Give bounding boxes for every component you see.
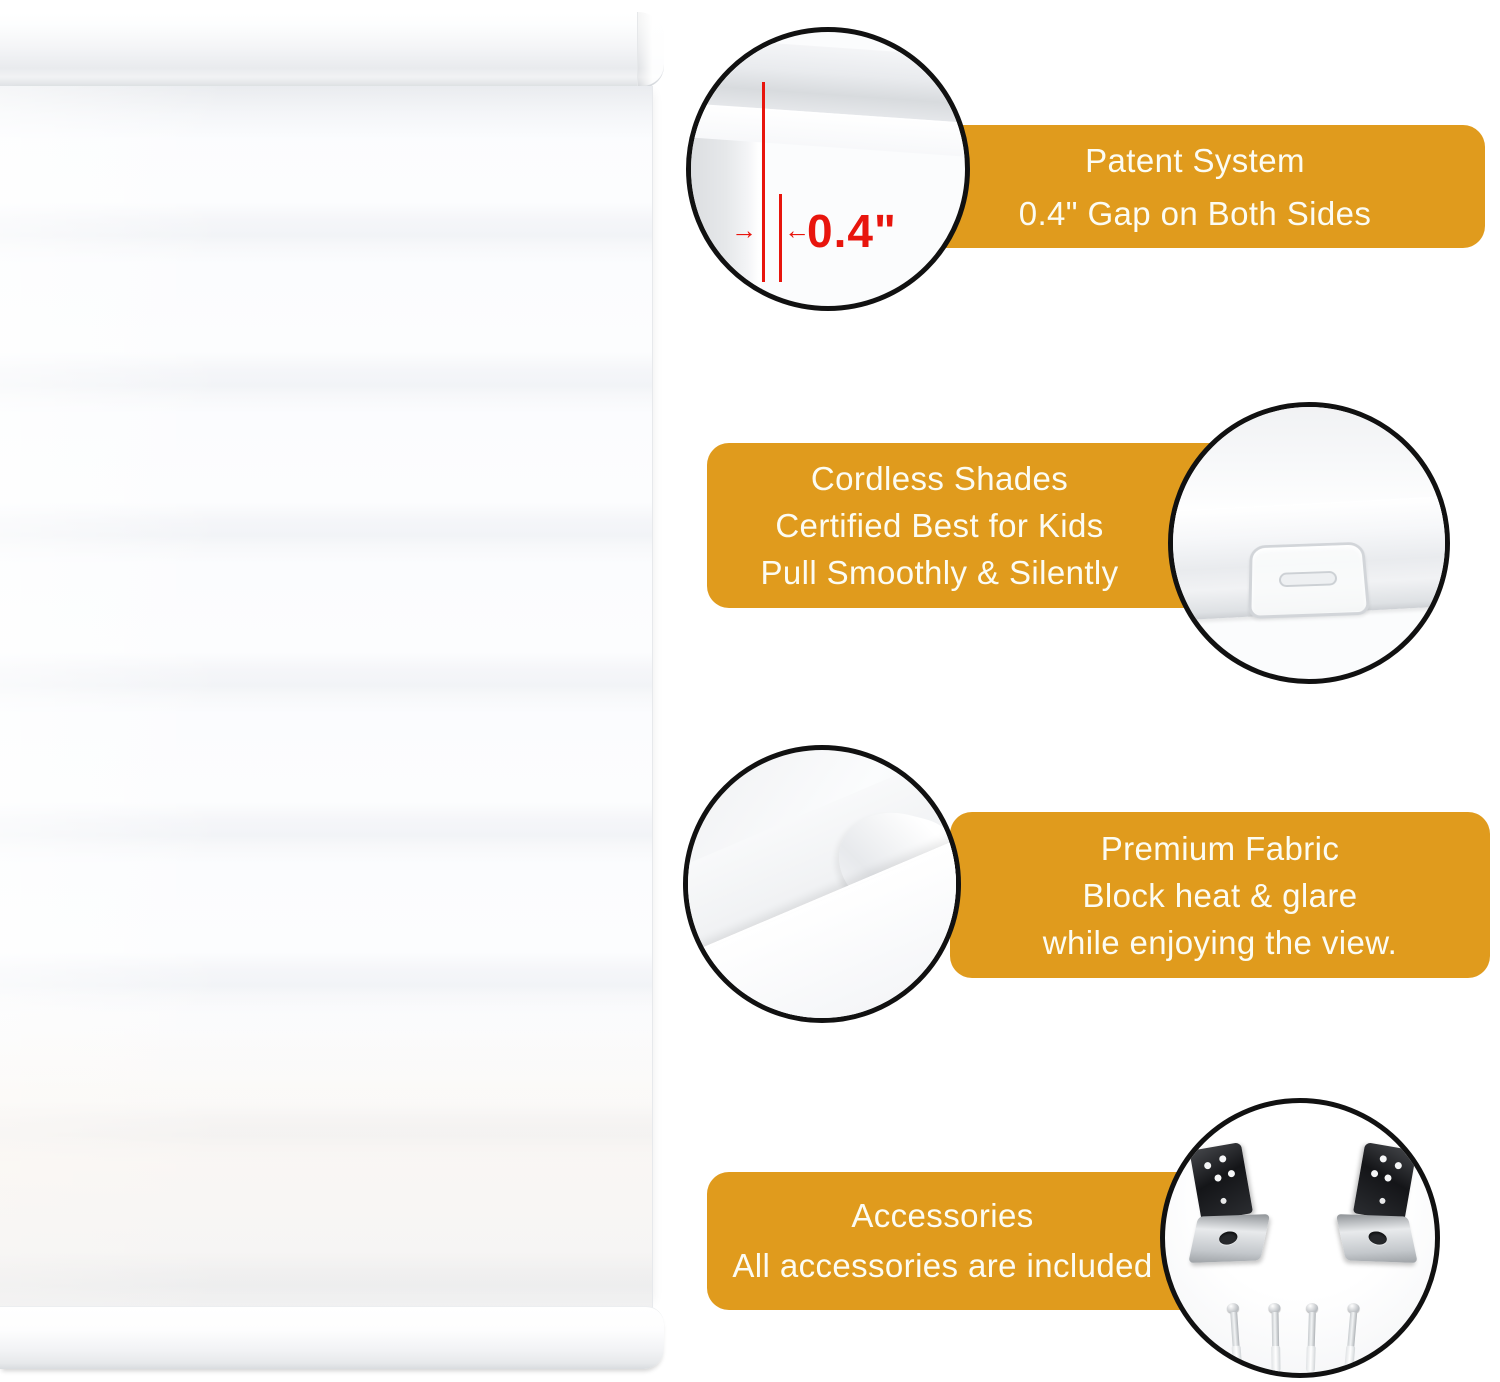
brackets-detail-photo <box>1160 1098 1440 1378</box>
bracket-hole <box>1379 1197 1386 1204</box>
mounting-screws <box>1221 1303 1397 1377</box>
screw <box>1268 1303 1281 1373</box>
pull-handle <box>1248 542 1370 619</box>
gap-arrow-right-icon: ← <box>784 215 810 245</box>
mounting-bracket-right <box>1326 1139 1429 1268</box>
bracket-hole <box>1227 1170 1235 1178</box>
banner-text-line: Cordless Shades <box>810 460 1069 497</box>
banner-text-line: 0.4" Gap on Both Sides <box>1018 194 1372 232</box>
bracket-slot <box>1218 1231 1239 1245</box>
screw <box>1304 1303 1318 1373</box>
bracket-slot <box>1367 1231 1388 1245</box>
fabric-detail-photo <box>683 745 961 1023</box>
bracket-hole <box>1379 1155 1387 1163</box>
mounting-bracket-left <box>1178 1139 1281 1268</box>
gap-measure-line-inner <box>779 194 782 282</box>
shade-fabric <box>0 86 653 1308</box>
banner-text-line: Block heat & glare <box>1082 876 1358 914</box>
gap-detail-photo <box>686 27 970 311</box>
bracket-hole <box>1214 1174 1222 1182</box>
feature-banner-premium-fabric <box>950 812 1490 978</box>
headrail-end-cap <box>637 12 664 86</box>
feature-banner-patent-system <box>905 125 1485 248</box>
bracket-foot <box>1336 1214 1418 1263</box>
gap-measure-line-outer <box>762 82 765 282</box>
bracket-foot <box>1188 1214 1270 1263</box>
gap-measurement-label: 0.4" <box>807 205 897 257</box>
banner-text-line: while enjoying the view. <box>1042 923 1398 961</box>
banner-text-line: Patent System <box>1085 141 1305 179</box>
bracket-hole <box>1220 1197 1227 1204</box>
gap-arrow-left-icon: → <box>731 215 757 245</box>
bracket-hole <box>1394 1162 1402 1170</box>
banner-text-line: Pull Smoothly & Silently <box>760 554 1119 591</box>
screw <box>1342 1303 1360 1374</box>
bracket-hole <box>1204 1162 1212 1170</box>
banner-text-line: Accessories <box>851 1197 1034 1234</box>
banner-text-line: Premium Fabric <box>1100 829 1340 867</box>
shade-headrail <box>0 12 664 88</box>
banner-text-line: Certified Best for Kids <box>775 507 1104 544</box>
bracket-hole <box>1371 1170 1379 1178</box>
bracket-hole <box>1219 1155 1227 1163</box>
shade-bottom-rail <box>0 1306 664 1369</box>
bracket-hole <box>1384 1174 1392 1182</box>
bracket-plate <box>1189 1142 1253 1222</box>
screw <box>1227 1303 1244 1374</box>
handle-detail-photo <box>1168 402 1450 684</box>
bracket-plate <box>1353 1142 1417 1222</box>
banner-text-line: All accessories are included <box>732 1247 1153 1284</box>
